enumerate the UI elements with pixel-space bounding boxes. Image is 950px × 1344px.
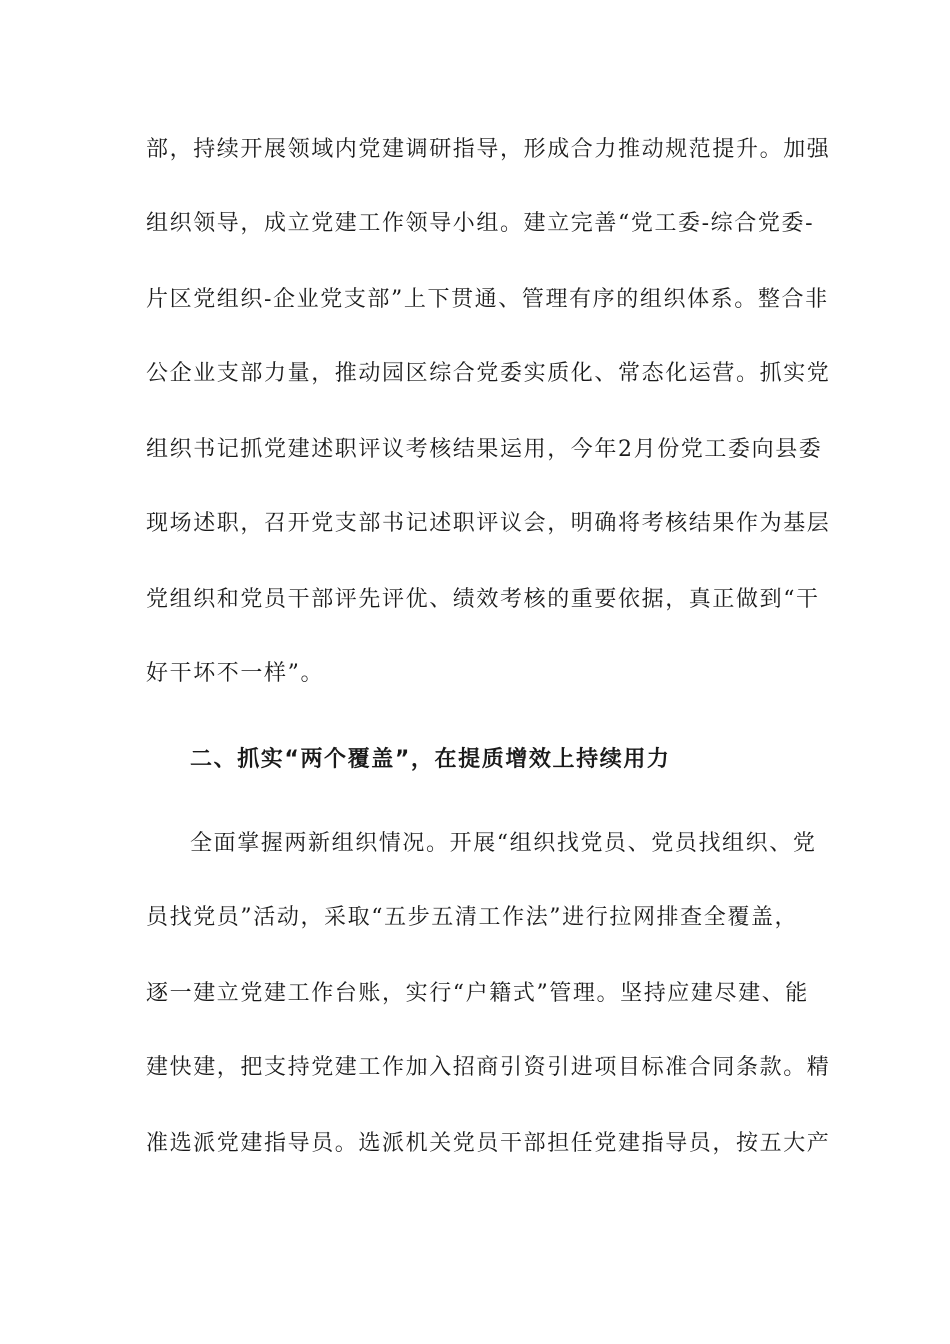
paragraph-line: 全面掌握两新组织情况。开展“组织找党员、党员找组织、党: [190, 831, 817, 856]
paragraph-line: 组织书记抓党建述职评议考核结果运用，今年2月份党工委向县委: [146, 437, 823, 462]
section-heading: 二、抓实“两个覆盖”，在提质增效上持续用力: [190, 747, 671, 772]
paragraph-line: 逐一建立党建工作台账，实行“户籍式”管理。坚持应建尽建、能: [146, 981, 809, 1006]
paragraph-line: 公企业支部力量，推动园区综合党委实质化、常态化运营。抓实党: [146, 361, 831, 386]
paragraph-line: 现场述职，召开党支部书记述职评议会，明确将考核结果作为基层: [146, 511, 831, 536]
paragraph-line: 组织领导，成立党建工作领导小组。建立完善“党工委-综合党委-: [146, 211, 815, 236]
paragraph-line: 好干坏不一样”。: [146, 661, 325, 686]
paragraph-line: 建快建，把支持党建工作加入招商引资引进项目标准合同条款。精: [146, 1055, 831, 1080]
paragraph-line: 准选派党建指导员。选派机关党员干部担任党建指导员，按五大产: [146, 1131, 831, 1156]
paragraph-line: 员找党员”活动，采取“五步五清工作法”进行拉网排查全覆盖，: [146, 905, 799, 930]
paragraph-line: 党组织和党员干部评先评优、绩效考核的重要依据，真正做到“干: [146, 587, 820, 612]
paragraph-line: 部，持续开展领域内党建调研指导，形成合力推动规范提升。加强: [146, 137, 831, 162]
paragraph-line: 片区党组织-企业党支部”上下贯通、管理有序的组织体系。整合非: [146, 287, 829, 312]
